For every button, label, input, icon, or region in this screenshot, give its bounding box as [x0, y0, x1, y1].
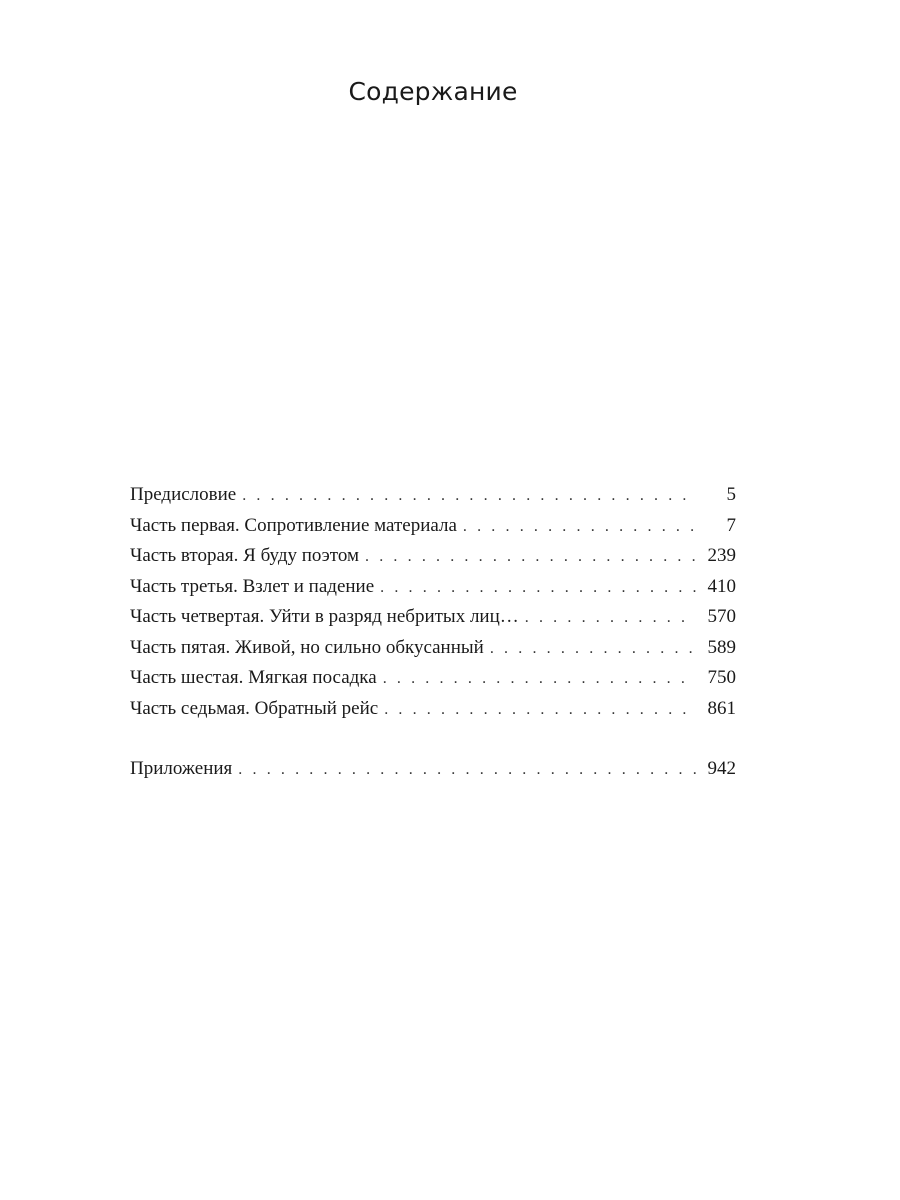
toc-entry-page: 410 — [707, 575, 736, 597]
toc-entry-title: Приложения — [130, 758, 233, 779]
toc-entry-part-7[interactable] — [130, 694, 736, 725]
toc-entry-title: Часть шестая. Мягкая посадка — [130, 667, 377, 688]
toc-dot-leader — [383, 664, 696, 695]
toc-entry-part-2[interactable] — [130, 541, 736, 572]
toc-heading: Содержание — [348, 77, 518, 106]
toc-entry-appendices[interactable] — [130, 754, 736, 785]
toc-entry-title: Часть седьмая. Обратный рейс — [130, 697, 379, 719]
toc-entry-page: 239 — [707, 545, 736, 566]
toc-entry-part-3[interactable] — [130, 572, 736, 603]
toc-entry-page: 942 — [707, 758, 736, 779]
toc-entry-part-1[interactable] — [130, 511, 736, 542]
toc-entry-part-6[interactable] — [130, 663, 736, 694]
toc-entry-title: Часть третья. Взлет и падение — [130, 575, 375, 597]
toc-entry-page: 5 — [726, 484, 736, 505]
toc-dot-leader — [380, 573, 696, 604]
toc-entry-title: Часть первая. Сопротивление материала — [130, 514, 457, 536]
toc-entry-title: Предисловие — [130, 484, 237, 505]
toc-dot-leader — [463, 512, 696, 543]
toc-entry-title: Часть четвертая. Уйти в разряд небритых лиц… — [130, 606, 519, 627]
toc-entry-page: 570 — [707, 606, 736, 627]
toc-dot-leader — [384, 695, 696, 726]
toc-entry-title: Часть пятая. Живой, но сильно обкусанный — [130, 636, 484, 658]
toc-entry-page: 861 — [707, 697, 736, 719]
toc-entry-page: 7 — [726, 514, 736, 536]
toc-dot-leader — [365, 542, 696, 573]
toc-entry-part-5[interactable] — [130, 633, 736, 664]
toc-entry-page: 750 — [707, 667, 736, 688]
toc-dot-leader — [525, 603, 696, 634]
toc-entry-preface[interactable] — [130, 480, 736, 511]
toc-entry-part-4[interactable] — [130, 602, 736, 633]
toc-entry-page: 589 — [707, 636, 736, 658]
toc-dot-leader — [490, 634, 696, 665]
toc-dot-leader — [242, 481, 696, 512]
toc-entry-title: Часть вторая. Я буду поэтом — [130, 545, 360, 566]
toc-dot-leader — [238, 755, 696, 786]
table-of-contents — [130, 480, 736, 785]
